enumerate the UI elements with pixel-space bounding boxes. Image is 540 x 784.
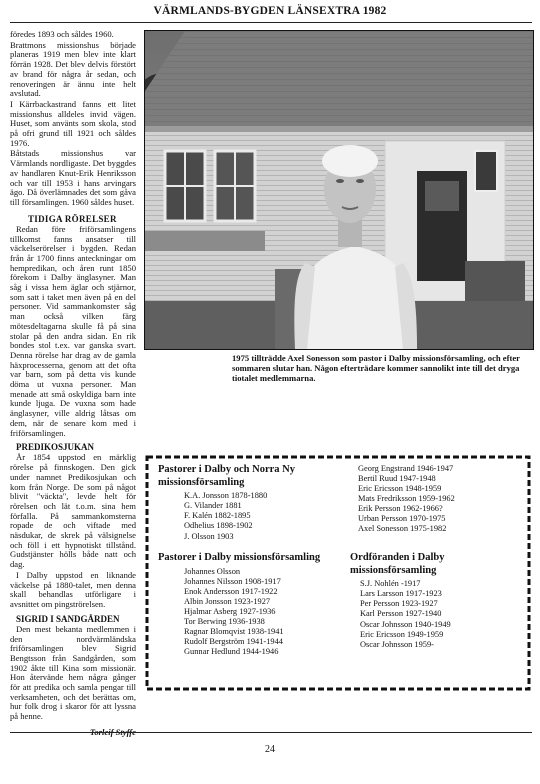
list-item: Eric Ericsson 1949-1959 — [360, 629, 444, 639]
list-ordforande — [350, 552, 522, 650]
list-item: Tor Berwing 1936-1938 — [184, 616, 265, 626]
article-column — [10, 30, 136, 739]
footer-rule — [10, 732, 532, 733]
list-item: Axel Sonesson 1975-1982 — [358, 524, 447, 534]
list-heading: Pastorer i Dalby och Norra Ny missionsförsamling — [158, 464, 295, 488]
list-item: Enok Andersson 1917-1922 — [184, 586, 278, 596]
paragraph: Båtstads missionshus var Värmlands nordligaste. Det byggdes av handlaren Knut-Erik Henriksson och var till 1953 i hans arvingars ägo. Då överlämnades det som gåva till församlingen. 1960 såldes huset. — [10, 148, 136, 207]
list-item: K.A. Jonsson 1878-1880 — [184, 491, 268, 501]
list-item: Karl Persson 1927-1940 — [360, 609, 442, 619]
list-dalby-pastors — [158, 552, 358, 657]
list-item: Georg Engstrand 1946-1947 — [358, 464, 454, 473]
list-item: Bertil Ruud 1947-1948 — [358, 474, 436, 484]
list-item: Oscar Johnsson 1959- — [360, 639, 434, 649]
list-item: Odhelius 1898-1902 — [184, 521, 253, 531]
list-item: Erik Persson 1962-1966? — [358, 504, 443, 514]
list-item: Lars Larsson 1917-1923 — [360, 589, 442, 599]
list-item: J. Olsson 1903 — [184, 531, 234, 541]
paragraph: Den mest bekanta medlemmen i den nordvärmländska friförsamlingen blev Sigrid Bengtsson från Sandgården, som 1902 åkte till Kina som missionär. Hon återvände hem några gånger för att predika och samla pengar till verksamheten, och det berättas om, hur folk drog i skaror för att lyssna på henne. — [10, 623, 136, 722]
page-number: 24 — [265, 744, 275, 755]
list-item: Ragnar Blomqvist 1938-1941 — [184, 627, 284, 637]
list-item: Oscar Johnsson 1940-1949 — [360, 619, 451, 629]
paragraph: Brattmons missionshus började planeras 1919 men blev inte klart förrän 1928. Det blev delvis förstört av brand för några år sedan, och renoveringen är ännu inte helt avslutad. — [10, 39, 136, 99]
header-rule — [10, 22, 532, 23]
list-heading: Pastorer i Dalby missionsförsamling — [158, 552, 321, 563]
photo-image — [145, 31, 533, 349]
paragraph: I Dalby uppstod en liknande väckelse på 1880-talet, men denna skall behandlas utförligare i avsnittet om pingströrelsen. — [10, 569, 136, 609]
paragraph: föredes 1893 och såldes 1960. — [10, 29, 114, 39]
subheading: SIGRID I SANDGÅRDEN — [16, 613, 120, 624]
list-norra-ny-continued — [348, 464, 518, 535]
list-item: Mats Fredriksson 1959-1962 — [358, 494, 455, 504]
list-item: Eric Ericsson 1948-1959 — [358, 484, 442, 494]
list-item: Johannes Olsson — [184, 566, 241, 576]
page-header: VÄRMLANDS-BYGDEN LÄNSEXTRA 1982 — [153, 5, 387, 17]
subheading: TIDIGA RÖRELSER — [28, 213, 117, 224]
list-item: Gunnar Hedlund 1944-1946 — [184, 647, 279, 657]
list-item: Albin Jonsson 1923-1927 — [184, 596, 271, 606]
paragraph: År 1854 uppstod en märklig rörelse på finnskogen. Den gick under namnet Predikosjukan och kom från Norge. De som på något blivit "väckta", levde helt för rörelsen och lät t.o.m. sina hem förfalla. På sammankomsterna ropade de och viftade med näsdukar, de skrek på välsignelse och föll i ett hypnotiskt tillstånd. Gudstjänster hölls både natt och dag. — [10, 452, 136, 570]
photo-caption: 1975 tillträdde Axel Sonesson som pastor i Dalby missionsförsamling, och efter sommaren slutar han. Någon efterträdare kommer sannolikt inte till det dryga tiotalet medlemmarna. — [232, 353, 520, 384]
list-item: S.J. Nohlén -1917 — [360, 579, 421, 589]
list-item: Hjalmar Asberg 1927-1936 — [184, 606, 276, 616]
list-item: Per Persson 1923-1927 — [360, 599, 438, 609]
paragraph: Redan före friförsamlingens tillkomst fanns ansatser till väckelserörelser i bygden. Redan från år 1700 finns anteckningar om hempredikan, och åren runt 1850 förekom i Dalby änglasyner. Man såg i vissa hem äglar och stjärnor, som satt i taket men även på en del personer. Vid sammankomster såg man också vilken färg mötesdeltagarna skulle få på sina stolar på den andra sidan. En rik bondes stol t.ex. var ganska svart. Denna rörelse har drag av de gamla häxprocesserna, genom att det ofta var barn, som på detta vis kunde döma ut vuxna personer. Man menade att små oskyldiga barn inte kunde ljuga. De vuxna som hade änglasyner, ville aldrig låtsas om dem, när de senare kom med i friförsamlingen. — [10, 223, 136, 438]
list-norra-ny — [158, 464, 363, 542]
subheading: PREDIKOSJUKAN — [16, 442, 95, 453]
list-heading: Ordföranden i Dalby missionsförsamling — [350, 552, 445, 576]
list-item: Johannes Nilsson 1908-1917 — [184, 576, 281, 586]
photo — [144, 30, 534, 350]
list-item: Urban Persson 1970-1975 — [358, 514, 446, 524]
list-item: F. Kalén 1882-1895 — [184, 511, 251, 521]
paragraph: I Kärrbackastrand fanns ett litet missionshus alldeles invid vägen. Huset, som använts som skola, stod på ofri grund till 1921 och såldes 1976. — [10, 98, 136, 148]
list-item: Rudolf Bergström 1941-1944 — [184, 637, 283, 647]
list-item: G. Vilander 1881 — [184, 501, 242, 511]
author-signature: Torleif Styffe — [89, 726, 136, 737]
pastor-lists-box — [144, 454, 532, 692]
